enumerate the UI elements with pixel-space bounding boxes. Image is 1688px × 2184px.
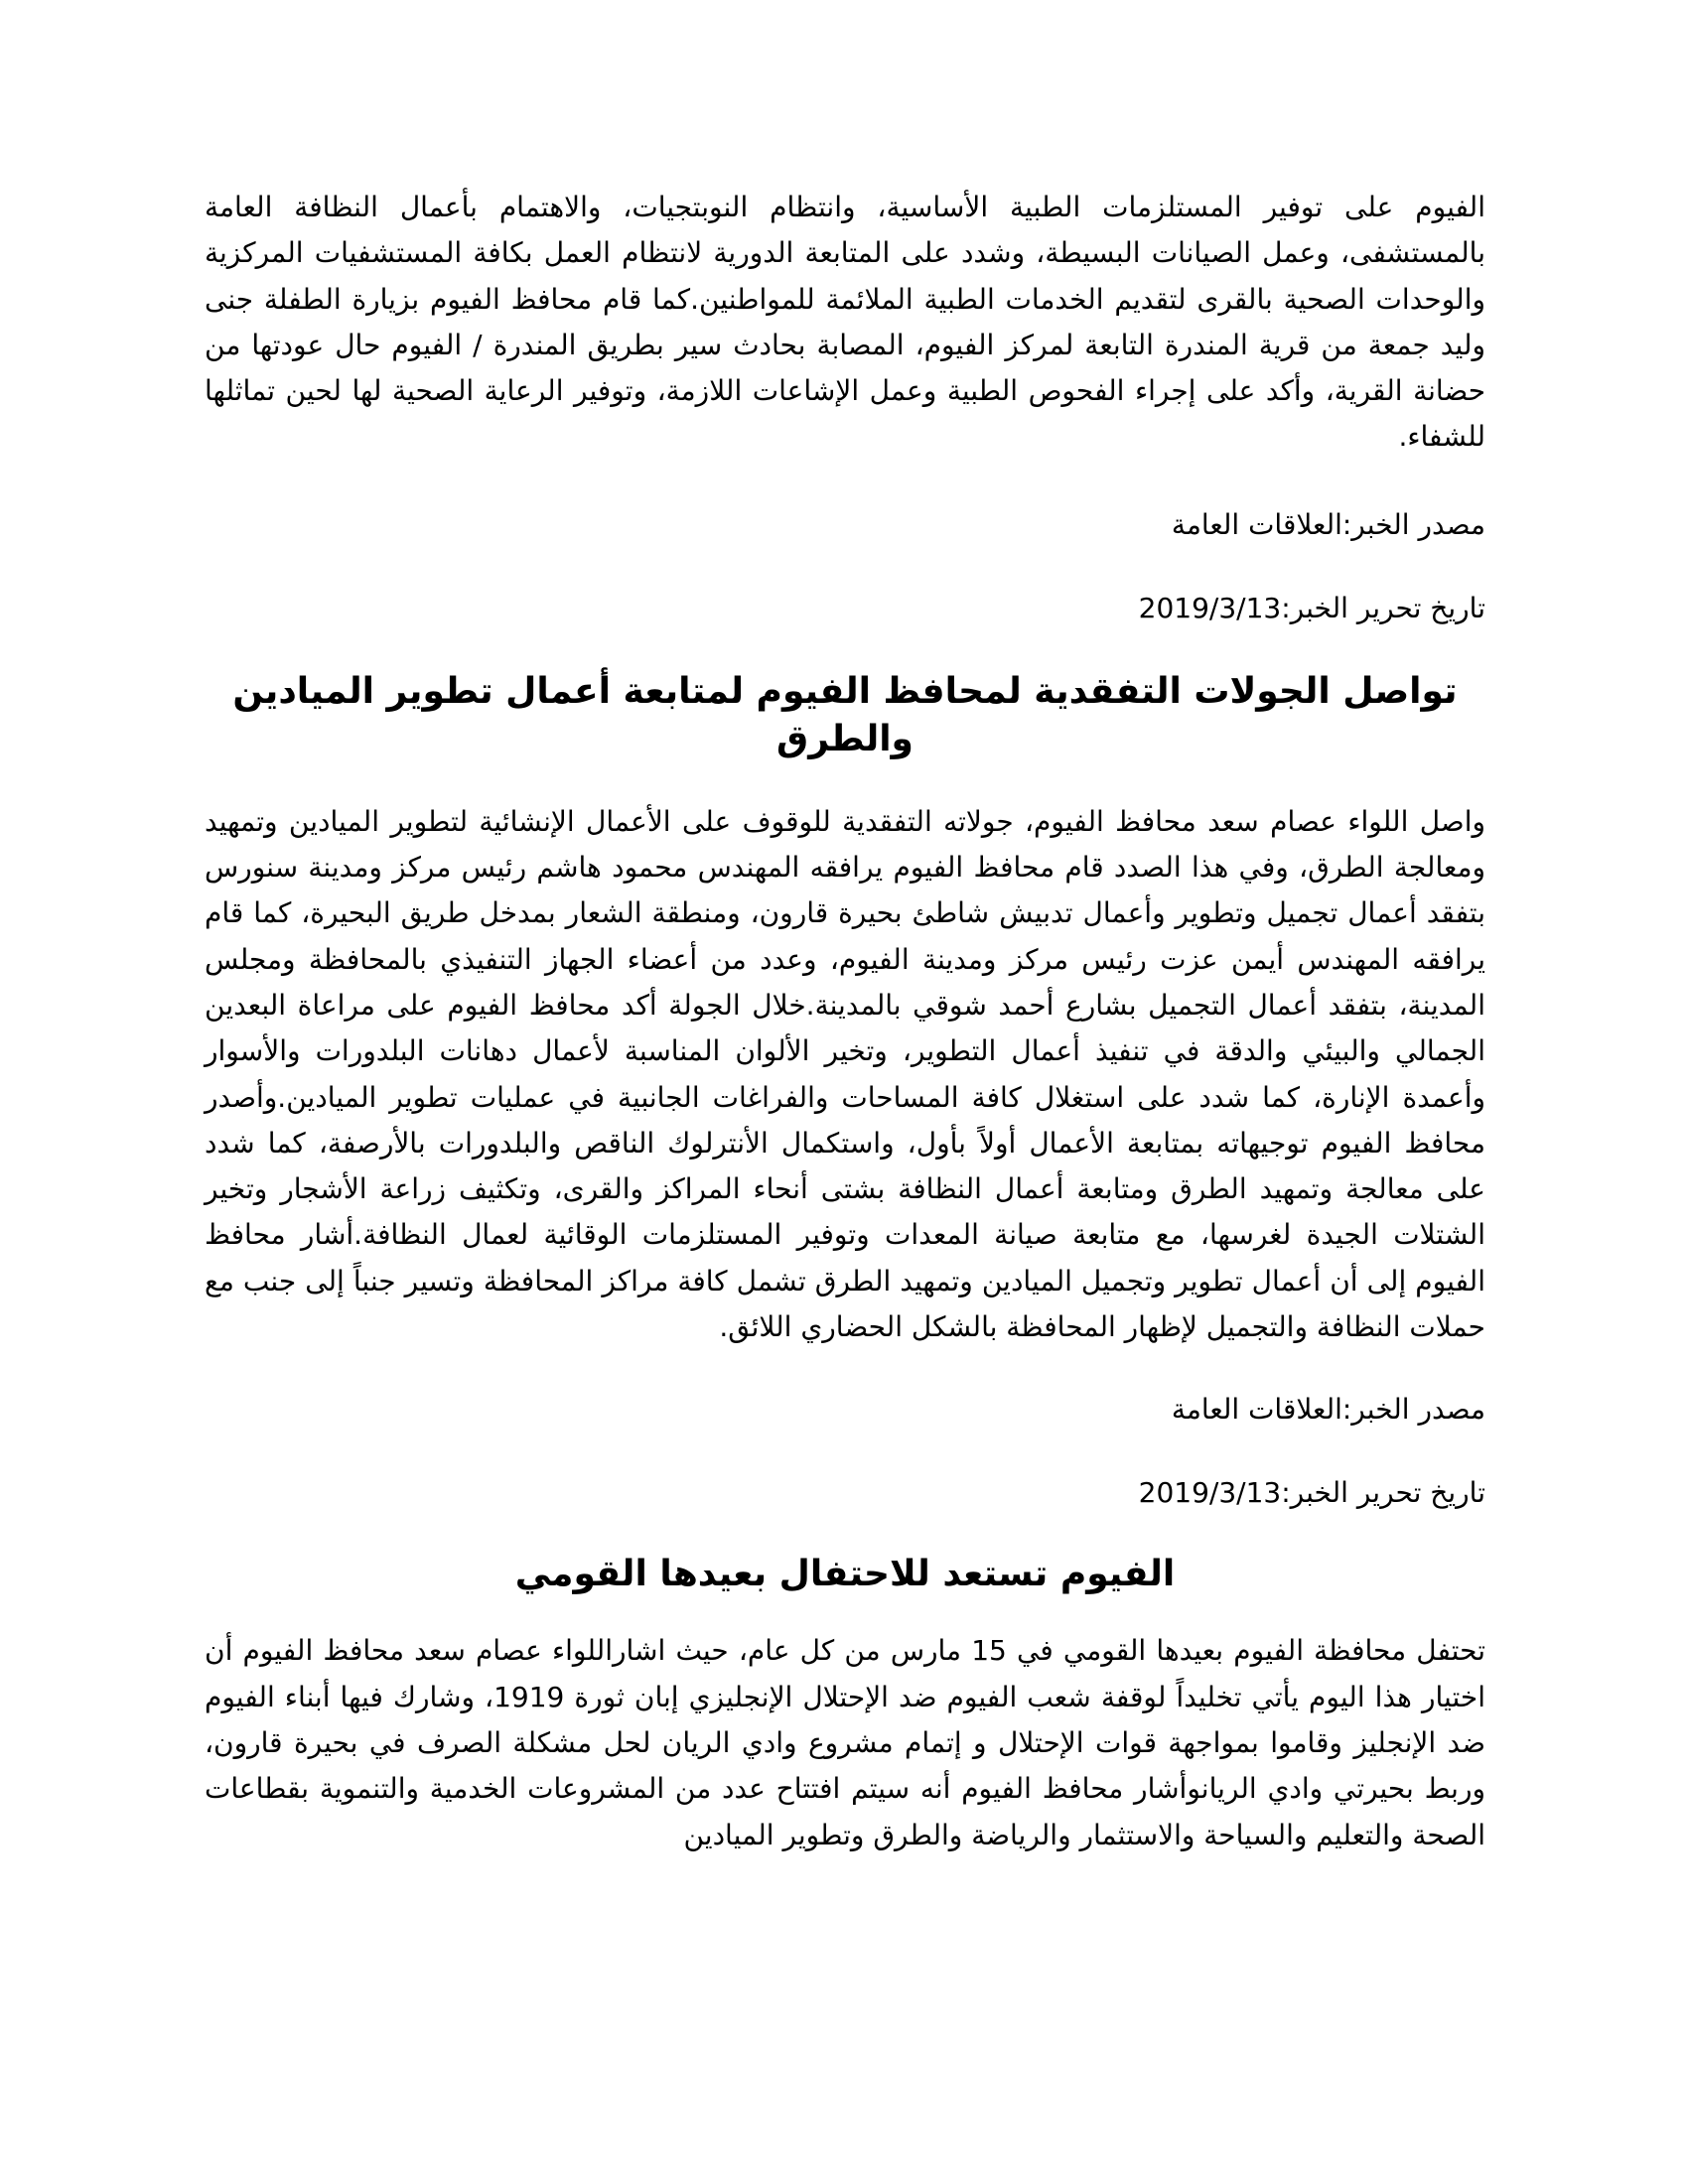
article-3-headline: الفيوم تستعد للاحتفال بعيدها القومي [514,1554,1176,1595]
article-3-body: تحتفل محافظة الفيوم بعيدها القومي في 15 مارس من كل عام، حيث اشاراللواء عصام سعد محافظ الفيوم أن اختيار هذا اليوم يأتي تخليداً لوقفة شعب الفيوم ضد الإحتلال الإنجليزي إبان ثورة 1919، وشارك فيها أبناء الفيوم ضد الإنجليز وقاموا بمواجهة قوات الإحتلال و إتمام مشروع وادي الريان لحل مشكلة الصرف في بحيرة قارون، وربط بحيرتي وادي الريانوأشار محافظ الفيوم أنه سيتم افتتاح عدد من المشروعات الخدمية والتنموية بقطاعات الصحة والتعليم والسياحة والاستثمار والرياضة والطرق وتطوير الميادين [205,1634,1486,1851]
article-2-headline: تواصل الجولات التفقدية لمحافظ الفيوم لمتابعة أعمال تطوير الميادين والطرق [232,670,1458,759]
article-2-source: مصدر الخبر:العلاقات العامة [1171,1393,1485,1427]
article-1-body: الفيوم على توفير المستلزمات الطبية الأساسية، وانتظام النوبتجيات، والاهتمام بأعمال النظافة العامة بالمستشفى، وعمل الصيانات البسيطة، وشدد على المتابعة الدورية لانتظام العمل بكافة المستشفيات المركزية والوحدات الصحية بالقرى لتقديم الخدمات الطبية الملائمة للمواطنين.كما قام محافظ الفيوم بزيارة الطفلة جنى وليد جمعة من قرية المندرة التابعة لمركز الفيوم، المصابة بحادث سير بطريق المندرة / الفيوم حال عودتها من حضانة القرية، وأكد على إجراء الفحوص الطبية وعمل الإشاعات اللازمة، وتوفير الرعاية الصحية لها لحين تماثلها للشفاء. [205,191,1485,454]
article-1-source: مصدر الخبر:العلاقات العامة [1171,507,1485,541]
document-page [205,185,1485,1858]
article-2-date: تاريخ تحرير الخبر:2019/3/13 [1138,1476,1485,1510]
article-2-body: واصل اللواء عصام سعد محافظ الفيوم، جولاته التفقدية للوقوف على الأعمال الإنشائية لتطوير الميادين وتمهيد ومعالجة الطرق، وفي هذا الصدد قام محافظ الفيوم يرافقه المهندس محمود هاشم رئيس مركز ومدينة سنورس بتفقد أعمال تجميل وتطوير وأعمال تدبيش شاطئ بحيرة قارون، ومنطقة الشعار بمدخل طريق البحيرة، كما قام يرافقه المهندس أيمن عزت رئيس مركز ومدينة الفيوم، وعدد من أعضاء الجهاز التنفيذي بالمحافظة ومجلس المدينة، بتفقد أعمال التجميل بشارع أحمد شوقي بالمدينة.خلال الجولة أكد محافظ الفيوم على مراعاة البعدين الجمالي والبيئي والدقة في تنفيذ أعمال التطوير، وتخير الألوان المناسبة لأعمال دهانات البلدورات والأسوار وأعمدة الإنارة، كما شدد على استغلال كافة المساحات والفراغات الجانبية في عمليات تطوير الميادين.وأصدر محافظ الفيوم توجيهاته بمتابعة الأعمال أولاً بأول، واستكمال الأنترلوك الناقص والبلدورات بالأرصفة، كما شدد على معالجة وتمهيد الطرق ومتابعة أعمال النظافة بشتى أنحاء المراكز والقرى، وتكثيف زراعة الأشجار وتخير الشتلات الجيدة لغرسها، مع متابعة صيانة المعدات وتوفير المستلزمات الوقائية لعمال النظافة.أشار محافظ الفيوم إلى أن أعمال تطوير وتجميل الميادين وتمهيد الطرق تشمل كافة مراكز المحافظة وتسير جنباً إلى جنب مع حملات النظافة والتجميل لإظهار المحافظة بالشكل الحضاري اللائق. [205,804,1485,1344]
article-1-date: تاريخ تحرير الخبر:2019/3/13 [1138,591,1485,624]
